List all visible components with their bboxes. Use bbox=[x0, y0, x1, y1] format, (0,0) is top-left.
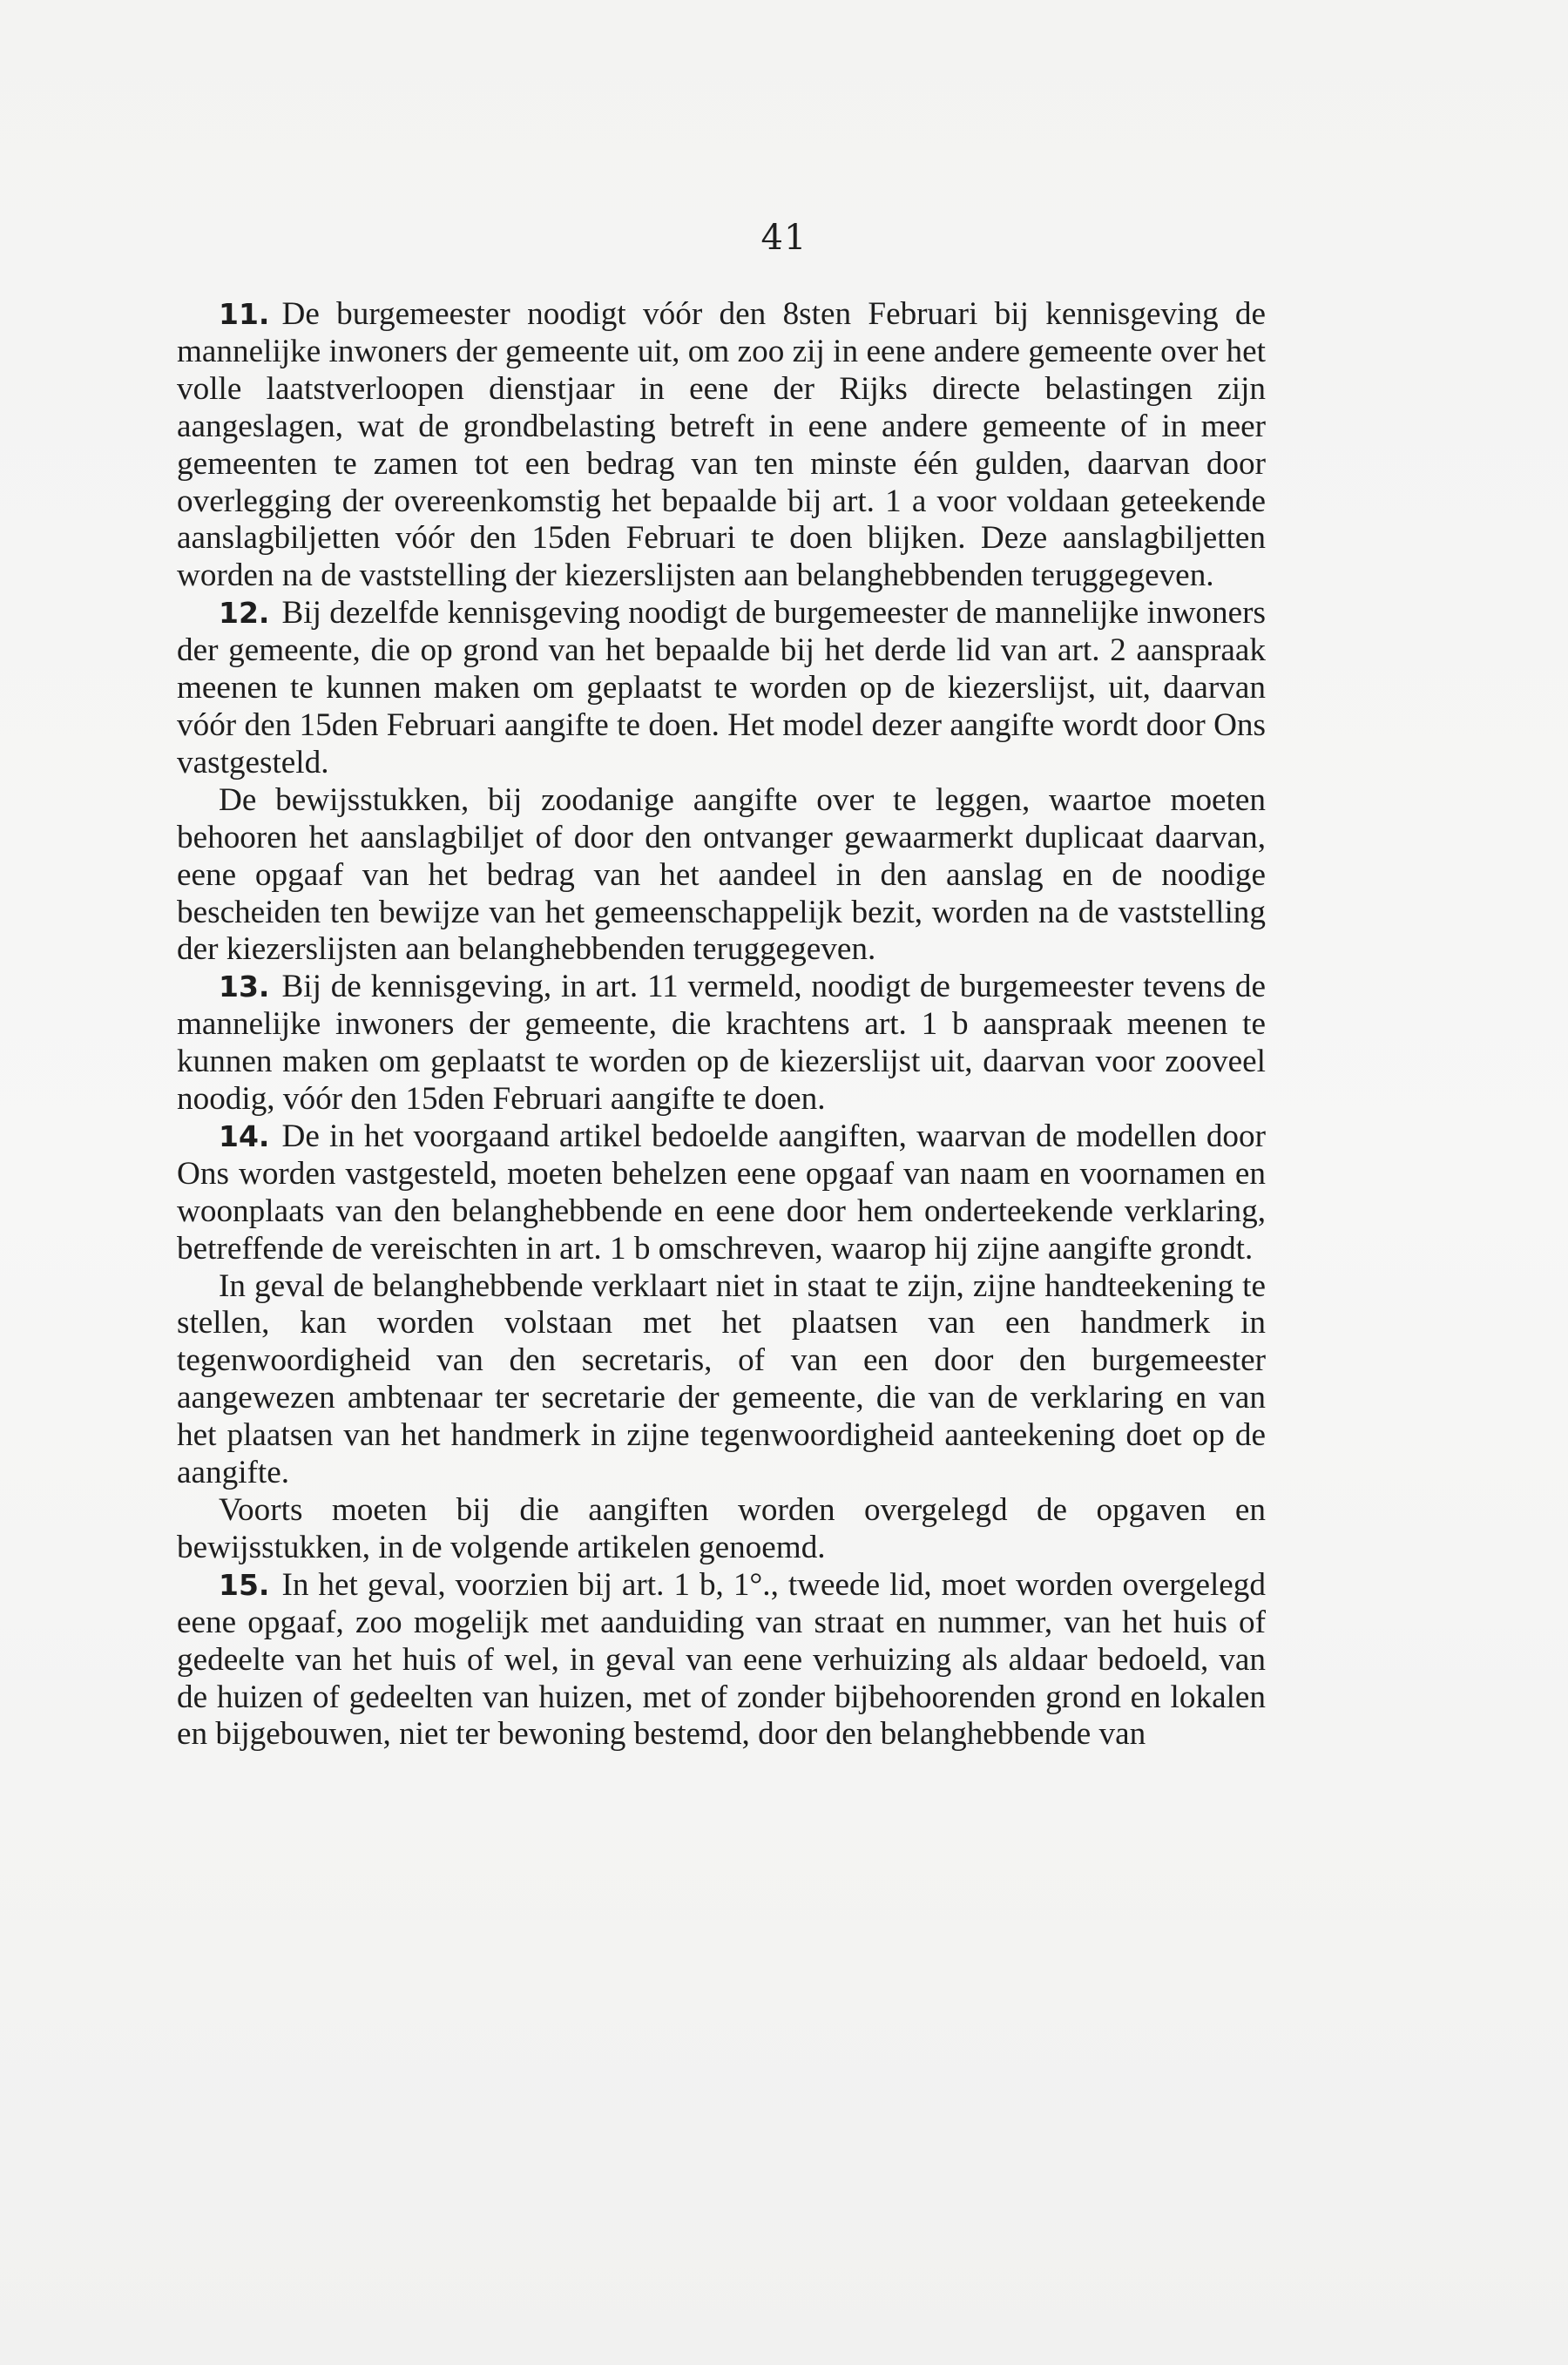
article-12-paragraph bbox=[177, 595, 1266, 782]
page-number: 41 bbox=[760, 218, 808, 258]
paragraph-text: In geval de belanghebbende verklaart niet in staat te zijn, zijne handteekening te stellen, kan worden volstaan met het plaatsen van een handmerk in tegenwoordigheid van den secretaris, of van een door den burgemeester aangewezen ambtenaar ter secretarie der gemeente, die van de verklaring en van het plaatsen van het handmerk in zijne tegenwoordigheid aanteekening doet op de aangifte. bbox=[177, 1267, 1266, 1491]
article-text: In het geval, voorzien bij art. 1 b, 1°., tweede lid, moet worden overgelegd eene opgaaf, zoo mogelijk met aanduiding van straat en nummer, van het huis of gedeelte van het huis of wel, in geval van eene verhuizing als aldaar bedoeld, van de huizen of gedeelten van huizen, met of zonder bijbehoorenden grond en lokalen en bijgebouwen, niet ter bewoning bestemd, door den belanghebbende van bbox=[177, 1566, 1266, 1753]
article-11-paragraph bbox=[177, 296, 1266, 595]
article-14-continuation-2 bbox=[177, 1492, 1266, 1567]
paragraph-text: De bewijsstukken, bij zoodanige aangifte over te leggen, waartoe moeten behooren het aanslagbiljet of door den ontvanger gewaarmerkt duplicaat daarvan, eene opgaaf van het bedrag van het aandeel in den aanslag en de noodige bescheiden ten bewijze van het gemeenschappelijk bezit, worden na de vaststelling der kiezerslijsten aan belanghebbenden teruggegeven. bbox=[177, 781, 1266, 968]
article-number: 13. bbox=[219, 970, 270, 1004]
article-14-continuation-1 bbox=[177, 1268, 1266, 1492]
article-number: 11. bbox=[219, 297, 270, 331]
article-text: De burgemeester noodigt vóór den 8sten Februari bij kennisgeving de mannelijke inwoners der gemeente uit, om zoo zij in eene andere gemeente over het volle laatstverloopen dienstjaar in eene der Rijks directe belastingen zijn aangeslagen, wat de grondbelasting betreft in eene andere gemeente of in meer gemeenten te zamen tot een bedrag van ten minste één gulden, daarvan door overlegging der overeenkomstig het bepaalde bij art. 1 a voor voldaan geteekende aanslagbiljetten vóór den 15den Februari te doen blijken. Deze aanslagbiljetten worden na de vaststelling der kiezerslijsten aan belanghebbenden teruggegeven. bbox=[177, 296, 1266, 594]
article-number: 14. bbox=[219, 1118, 270, 1153]
paragraph-text: Voorts moeten bij die aangiften worden overgelegd de opgaven en bewijsstukken, in de volgende artikelen genoemd. bbox=[177, 1492, 1266, 1565]
article-15-paragraph bbox=[177, 1567, 1266, 1754]
article-13-paragraph bbox=[177, 969, 1266, 1118]
article-text: Bij de kennisgeving, in art. 11 vermeld, noodigt de burgemeester tevens de mannelijke inwoners der gemeente, die krachtens art. 1 b aanspraak meenen te kunnen maken om geplaatst te worden op de kiezerslijst uit, daarvan voor zooveel noodig, vóór den 15den Februari aangifte te doen. bbox=[177, 969, 1266, 1118]
article-number: 15. bbox=[219, 1567, 270, 1602]
body-text bbox=[177, 296, 1266, 1753]
article-text: De in het voorgaand artikel bedoelde aangiften, waarvan de modellen door Ons worden vastgesteld, moeten behelzen eene opgaaf van naam en voornamen en woonplaats van den belanghebbende en eene door hem onderteekende verklaring, betreffende de vereischten in art. 1 b omschreven, waarop hij zijne aangifte grondt. bbox=[177, 1118, 1266, 1267]
article-text: Bij dezelfde kennisgeving noodigt de burgemeester de mannelijke inwoners der gemeente, die op grond van het bepaalde bij het derde lid van art. 2 aanspraak meenen te kunnen maken om geplaatst te worden op de kiezerslijst, uit, daarvan vóór den 15den Februari aangifte te doen. Het model dezer aangifte wordt door Ons vastgesteld. bbox=[177, 595, 1266, 780]
article-14-paragraph bbox=[177, 1118, 1266, 1268]
article-number: 12. bbox=[219, 596, 270, 631]
article-12-continuation bbox=[177, 782, 1266, 970]
